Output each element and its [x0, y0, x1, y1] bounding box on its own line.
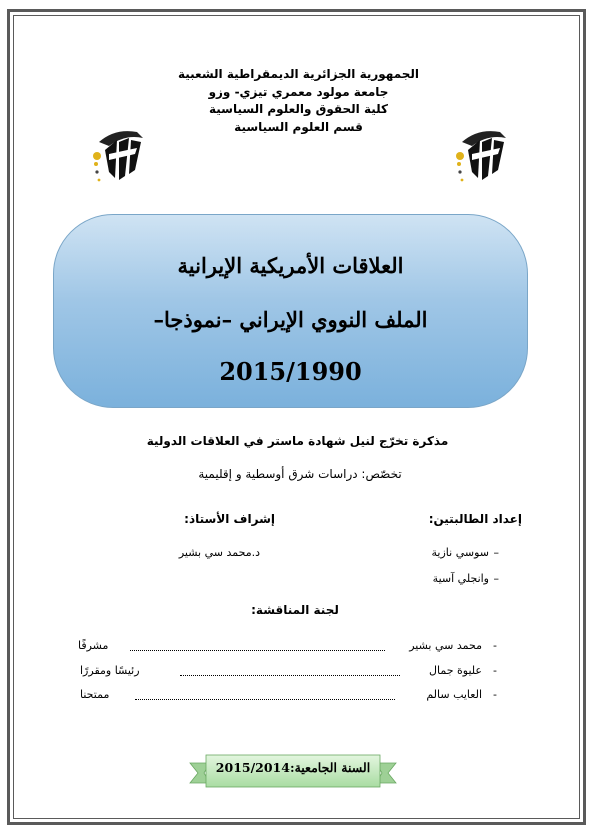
header-line-university: جامعة مولود معمري تيزي- وزو [208, 84, 389, 99]
dotted-leader [180, 675, 400, 676]
committee-member-name: عليوة جمال [429, 664, 482, 677]
header-line-department: قسم العلوم السياسية [234, 119, 363, 134]
committee-bullet: - [493, 639, 497, 652]
title-panel [53, 214, 528, 408]
institution-header [140, 66, 457, 136]
header-line-republic: الجمهورية الجزائرية الديمقراطية الشعبية [177, 67, 420, 81]
students-heading: إعداد الطالبتين: [428, 512, 522, 526]
committee-bullet: - [493, 688, 497, 701]
title-line-main: العلاقات الأمريكية الإيرانية [177, 253, 404, 278]
academic-year-label: السنة الجامعية:2015/2014 [215, 760, 371, 775]
student-bullet: – [493, 572, 499, 585]
title-line-case: الملف النووي الإيراني –نموذجا– [153, 307, 428, 332]
committee-member-role: ممتحنا [80, 688, 110, 701]
student-name: – [493, 546, 499, 559]
thesis-specialty: تخصّص: دراسات شرق أوسطية و إقليمية [198, 467, 402, 481]
committee-member-name: العايب سالم [426, 688, 482, 701]
header-line-faculty: كلية الحقوق والعلوم السياسية [208, 102, 389, 116]
committee-member-role: رئيسًا ومقررًا [80, 664, 140, 677]
university-logo-icon [448, 120, 518, 190]
university-logo-icon [85, 120, 155, 190]
student-name-2: وانجلي آسية [432, 572, 489, 585]
supervisor-heading: إشراف الأستاذ: [184, 512, 275, 526]
supervisor-name: د.محمد سي بشير [178, 546, 260, 559]
committee-bullet: - [493, 664, 497, 677]
committee-heading: لجنة المناقشة: [251, 603, 339, 617]
committee-member-role: مشرفًا [78, 639, 109, 652]
committee-member-name: محمد سي بشير [409, 639, 482, 652]
thesis-purpose: مذكرة تخرّج لنيل شهادة ماستر في العلاقات الدولية [146, 434, 449, 448]
student-name-1: سوسي نازية [431, 546, 489, 559]
title-line-period: 2015/1990 [219, 357, 362, 386]
